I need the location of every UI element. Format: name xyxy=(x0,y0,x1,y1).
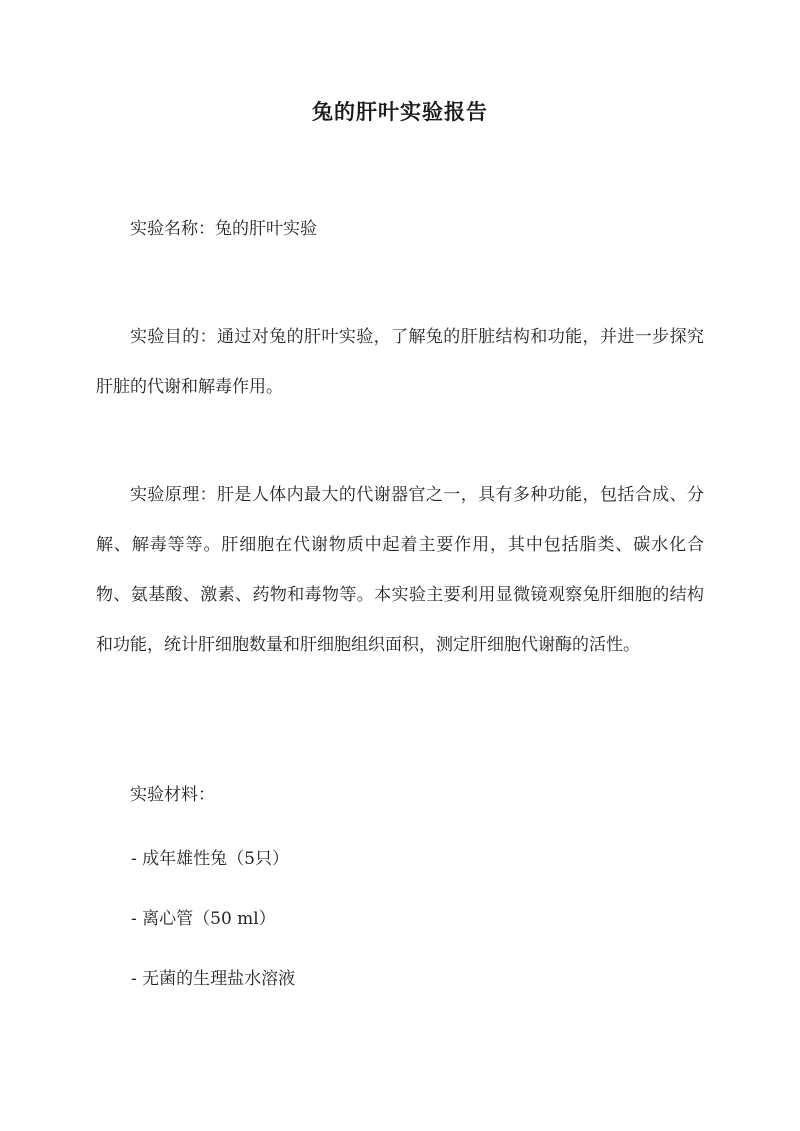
material-item: - 成年雄性兔（5只） xyxy=(131,849,289,869)
experiment-name: 实验名称：兔的肝叶实验 xyxy=(130,219,317,239)
document-title: 兔的肝叶实验报告 xyxy=(312,99,488,124)
material-item: - 离心管（50 ml） xyxy=(131,909,276,929)
materials-heading: 实验材料： xyxy=(130,785,215,805)
experiment-purpose: 实验目的：通过对兔的肝叶实验，了解兔的肝脏结构和功能，并进一步探究肝脏的代谢和解毒作用。 xyxy=(96,327,704,397)
experiment-principle: 实验原理：肝是人体内最大的代谢器官之一，具有多种功能，包括合成、分解、解毒等等。肝细胞在代谢物质中起着主要作用，其中包括脂类、碳水化合物、氨基酸、激素、药物和毒物等。本实验主要利用显微镜观察兔肝细胞的结构和功能，统计肝细胞数量和肝细胞组织面积，测定肝细胞代谢酶的活性。 xyxy=(96,485,704,655)
material-item: - 无菌的生理盐水溶液 xyxy=(131,969,296,989)
